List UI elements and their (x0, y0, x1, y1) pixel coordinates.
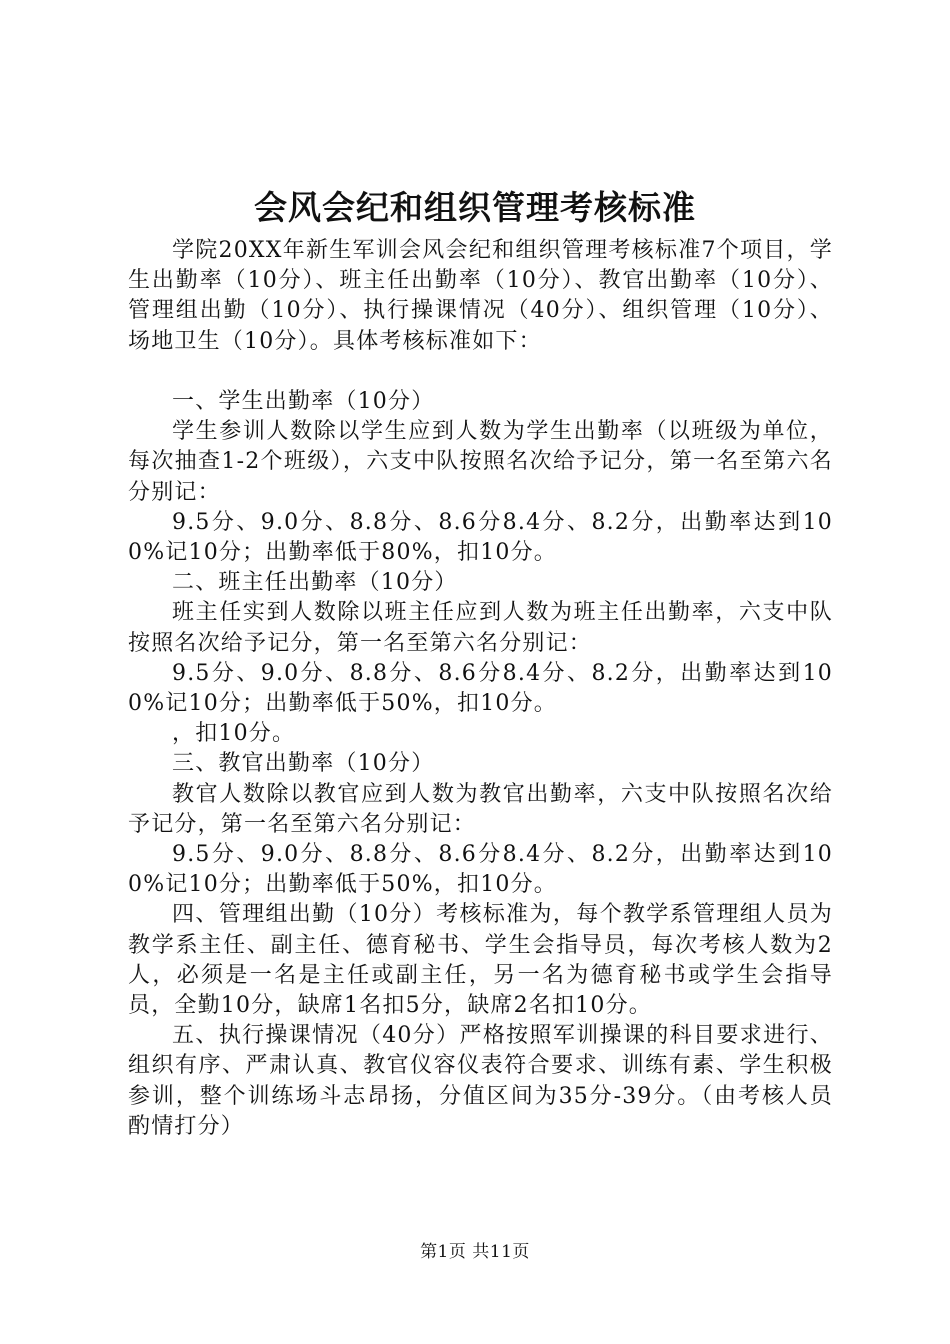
student-attendance-description: 学生参训人数除以学生应到人数为学生出勤率（以班级为单位，每次抽查1-2个班级），六支中队按照名次给予记分，第一名至第六名分别记： (128, 419, 833, 505)
section-heading-instructor-attendance: 三、教官出勤率（10分） (172, 751, 435, 777)
section-heading-student-attendance: 一、学生出勤率（10分） (172, 389, 435, 414)
page-number: 第1页 共11页 (420, 1242, 530, 1262)
drill-execution: 五、执行操课情况（40分）严格按照军训操课的科目要求进行、组织有序、严肃认真、教官仪容仪表符合要求、训练有素、学生积极参训，整个训练场斗志昂扬，分值区间为35分-39分。（由考核人员酌情打分） (128, 1023, 833, 1139)
head-teacher-attendance-description: 班主任实到人数除以班主任应到人数为班主任出勤率，六支中队按照名次给予记分，第一名至第六名分别记： (128, 600, 833, 656)
document-title: 会风会纪和组织管理考核标准 (254, 188, 696, 227)
paragraph-spacer (128, 357, 833, 387)
deduction-note: ，扣10分。 (172, 721, 296, 747)
student-attendance-scores: 9.5分、9.0分、8.8分、8.6分8.4分、8.2分，出勤率达到100%记10分；出勤率低于80%，扣10分。 (128, 509, 833, 566)
instructor-attendance-scores: 9.5分、9.0分、8.8分、8.6分8.4分、8.2分，出勤率达到100%记10分；出勤率低于50%，扣10分。 (128, 842, 833, 898)
section-heading-head-teacher-attendance: 二、班主任出勤率（10分） (172, 570, 458, 596)
instructor-attendance-description: 教官人数除以教官应到人数为教官出勤率，六支中队按照名次给予记分，第一名至第六名分别记： (128, 781, 833, 837)
management-group-attendance: 四、管理组出勤（10分）考核标准为，每个教学系管理组人员为教学系主任、副主任、德育秘书、学生会指导员，每次考核人数为2人，必须是一名是主任或副主任，另一名为德育秘书或学生会指导员，全勤10分，缺席1名扣5分，缺席2名扣10分。 (128, 902, 833, 1019)
intro-paragraph: 学院20XX年新生军训会风会纪和组织管理考核标准7个项目，学生出勤率（10分）、班主任出勤率（10分）、教官出勤率（10分）、管理组出勤（10分）、执行操课情况（40分）、组织管理（10分）、场地卫生（10分）。具体考核标准如下： (128, 238, 833, 354)
head-teacher-attendance-scores: 9.5分、9.0分、8.8分、8.6分8.4分、8.2分，出勤率达到100%记10分；出勤率低于50%，扣10分。 (128, 660, 833, 717)
document-body (128, 236, 833, 1142)
